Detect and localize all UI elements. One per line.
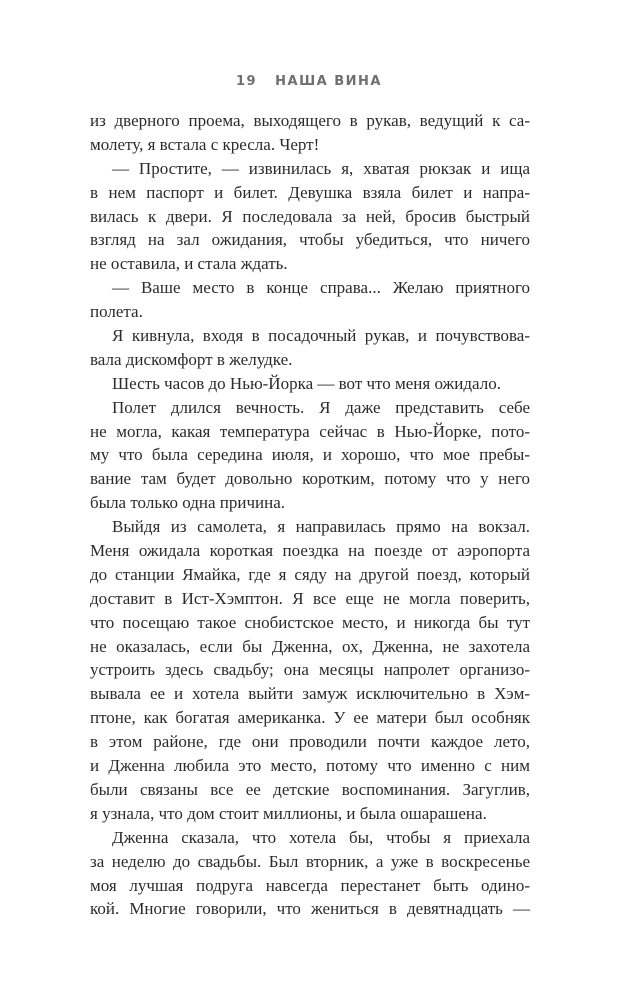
- text-line: была только одна причина.: [90, 493, 286, 513]
- text-line: молету, я встала с кресла. Черт!: [90, 134, 320, 154]
- text-line: что посещаю такое снобистское место, и никогда бы тут: [90, 612, 530, 632]
- page-number: 19: [236, 74, 258, 89]
- running-title: НАША ВИНА: [275, 74, 382, 89]
- text-line: Меня ожидала короткая поездка на поезде от аэропорта: [90, 541, 530, 561]
- text-line: доставит в Ист-Хэмптон. Я все еще не могла поверить,: [90, 588, 530, 608]
- text-line: вала дискомфорт в желудке.: [90, 349, 293, 369]
- text-line: — Ваше место в конце справа... Желаю приятного: [112, 278, 530, 298]
- body-text: [90, 109, 530, 921]
- text-line: Полет длился вечность. Я даже представить себе: [112, 397, 530, 417]
- text-line: вилась к двери. Я последовала за ней, бросив быстрый: [90, 206, 530, 226]
- text-line: из дверного проема, выходящего в рукав, ведущий к са-: [90, 111, 530, 130]
- text-line: за неделю до свадьбы. Был вторник, а уже в воскресенье: [90, 851, 530, 871]
- text-line: и Дженна любила это место, потому что именно с ним: [90, 756, 530, 776]
- text-line: вание там будет довольно коротким, потому что у него: [90, 469, 530, 489]
- running-header: [0, 74, 618, 89]
- text-line: были связаны все ее детские воспоминания. Загуглив,: [90, 779, 530, 799]
- text-line: моя лучшая подруга навсегда перестанет быть одино-: [90, 875, 530, 895]
- text-line: Дженна сказала, что хотела бы, чтобы я приехала: [112, 827, 530, 847]
- text-line: до станции Ямайка, где я сяду на другой поезд, который: [90, 564, 530, 584]
- text-line: му что была середина июля, и хорошо, что мое пребы-: [90, 445, 530, 465]
- text-line: полета.: [90, 302, 143, 322]
- text-line: вывала ее и хотела выйти замуж исключительно в Хэм-: [90, 684, 530, 704]
- text-line: в нем паспорт и билет. Девушка взяла билет и напра-: [90, 182, 530, 202]
- text-line: — Простите, — извинилась я, хватая рюкзак и ища: [112, 158, 530, 178]
- text-line: в этом районе, где они проводили почти каждое лето,: [90, 732, 530, 752]
- text-line: Я кивнула, входя в посадочный рукав, и почувствова-: [112, 326, 530, 346]
- text-line: Выйдя из самолета, я направилась прямо на вокзал.: [112, 517, 530, 537]
- text-line: Шесть часов до Нью-Йорка — вот что меня ожидало.: [112, 373, 501, 393]
- text-line: птоне, как богатая американка. У ее матери был особняк: [90, 708, 530, 728]
- text-line: не оставила, и стала ждать.: [90, 254, 288, 274]
- text-line: не оказалась, если бы Дженна, ох, Дженна, не захотела: [90, 636, 530, 656]
- text-line: не могла, какая температура сейчас в Нью-Йорке, пото-: [90, 421, 530, 441]
- text-line: устроить здесь свадьбу; она месяцы напролет организо-: [90, 660, 530, 680]
- text-line: кой. Многие говорили, что жениться в девятнадцать —: [90, 899, 530, 919]
- text-line: я узнала, что дом стоит миллионы, и была ошарашена.: [90, 803, 487, 823]
- text-line: взгляд на зал ожидания, чтобы убедиться, что ничего: [90, 230, 530, 250]
